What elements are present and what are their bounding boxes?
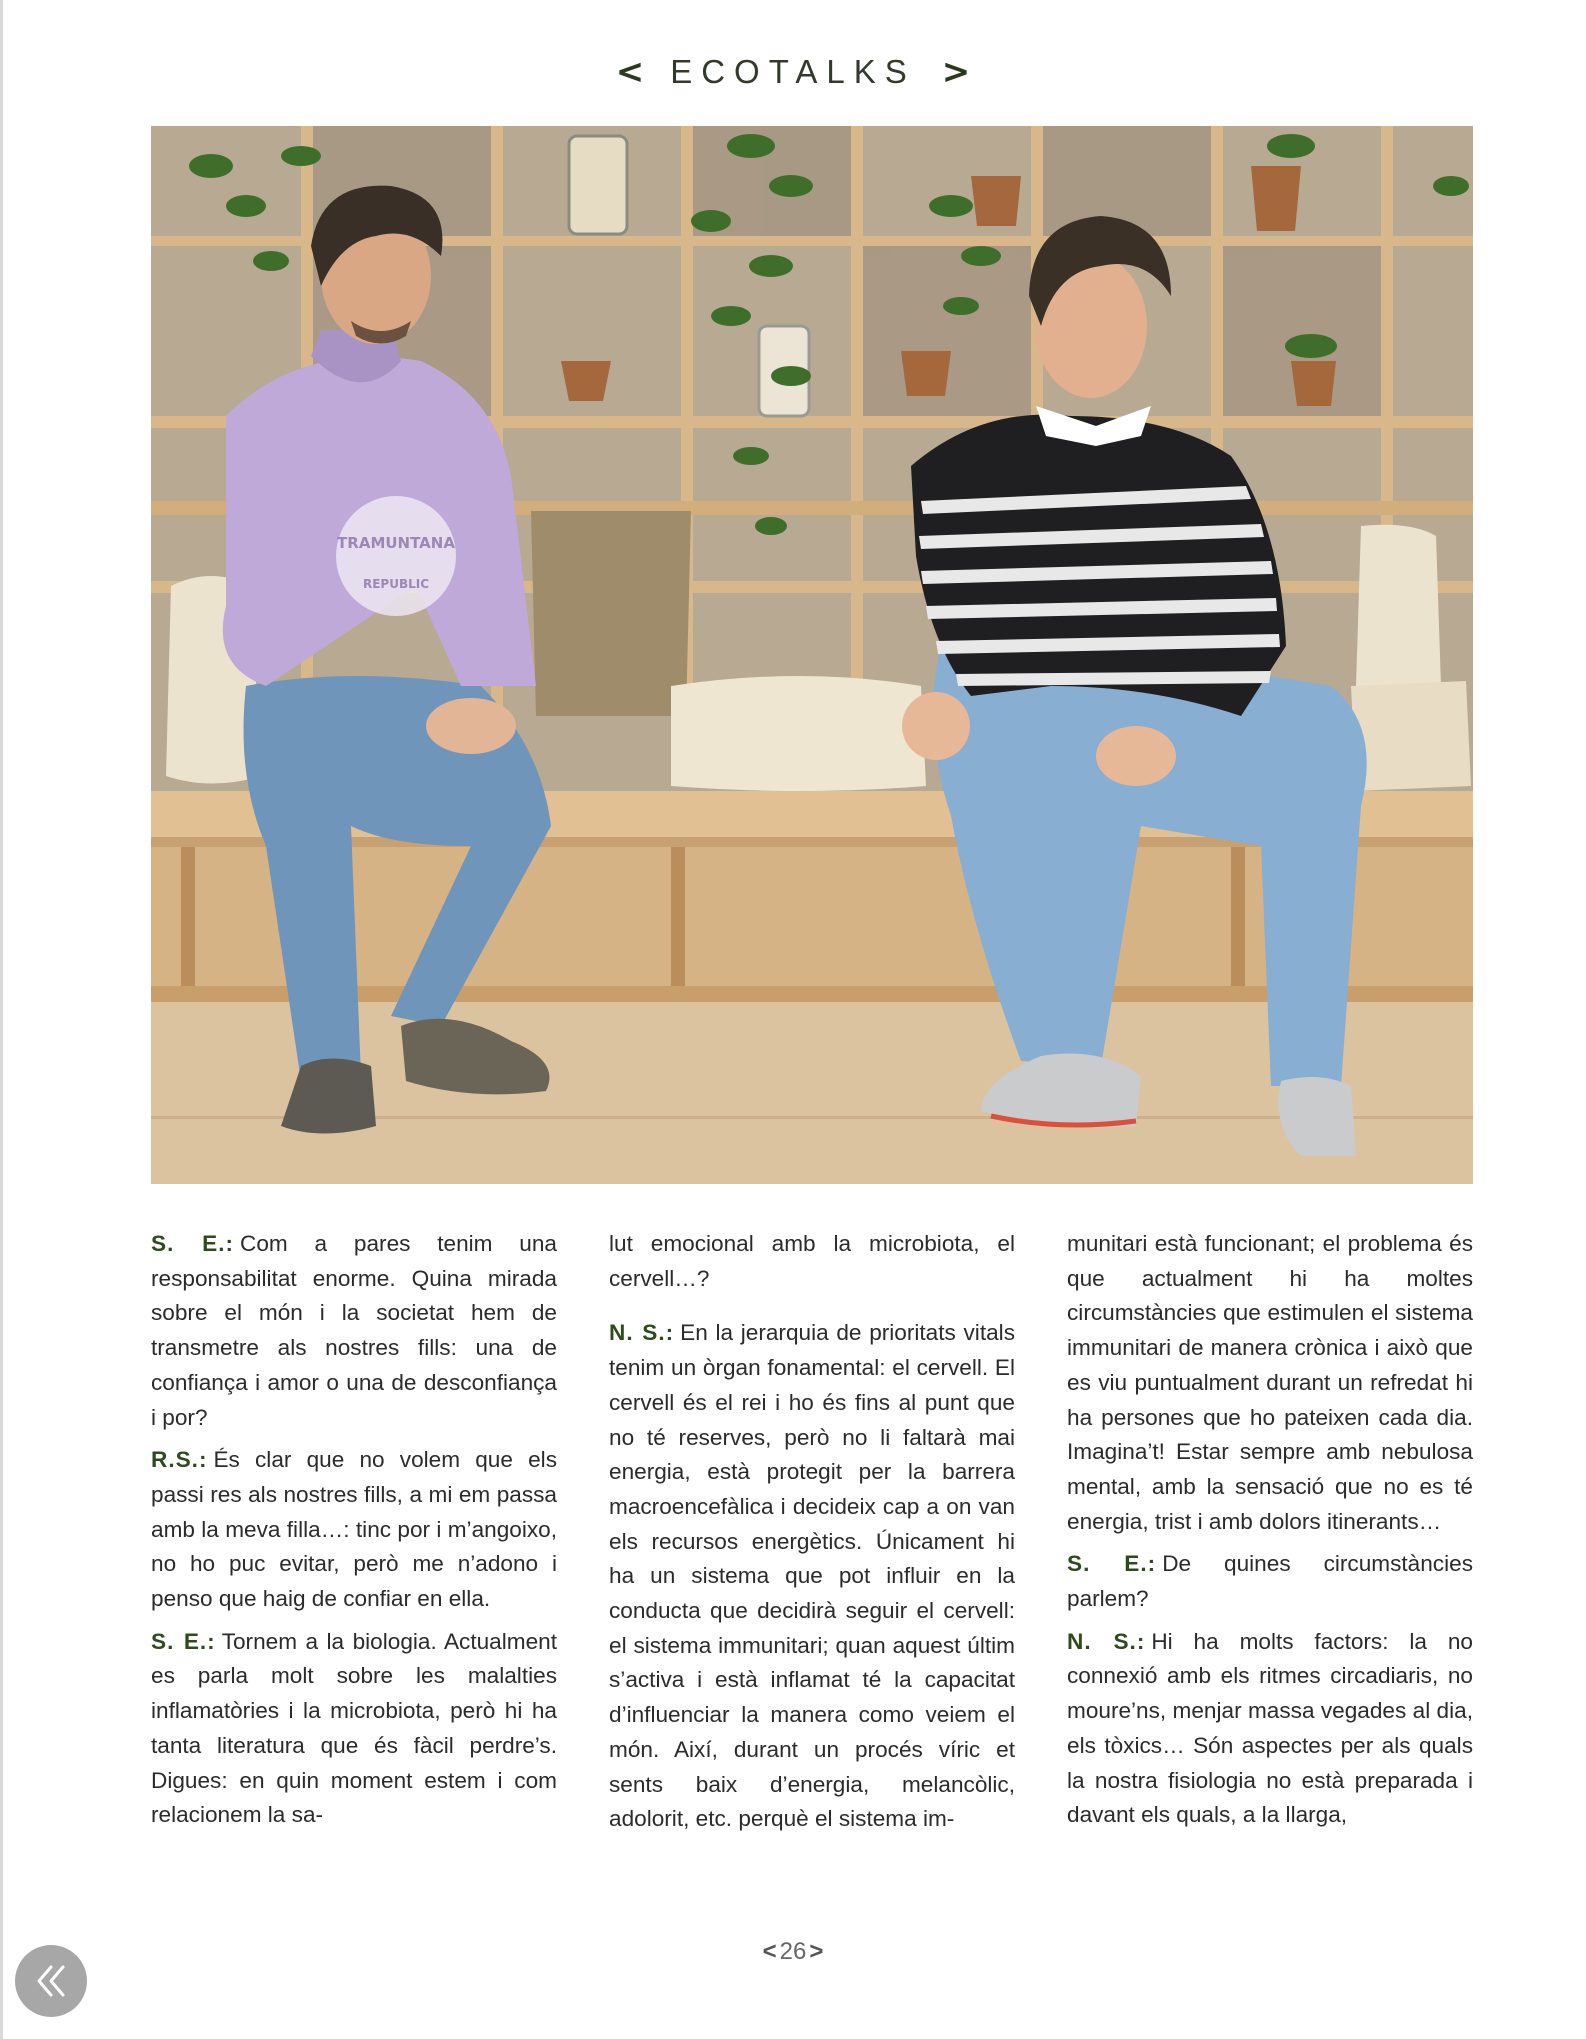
paragraph-text: En la jerarquia de prioritats vitals tenim un òrgan fonamental: el cervell. El cervell és el rei i ho és fins al punt que no té reserves, però no li faltarà mai energia, està protegit per la barrera macroencefàlica i decideix cap a on van els recursos energètics. Únicament hi ha un sistema que pot influir en la conducta que decidirà seguir el cervell: el sistema immunitari; quan aquest últim s’activa i està inflamat té la capacitat d’influenciar la manera como veiem el món. Així, durant un procés víric et sents baix d’energia, melancòlic, adolorit, etc. perquè el sistema im- [609, 1320, 1015, 1832]
hoodie-print-bottom: REPUBLIC [362, 577, 430, 591]
paragraph [609, 1227, 1015, 1296]
article-column-3 [1067, 1227, 1473, 1841]
paragraph [1067, 1227, 1473, 1539]
paragraph [1067, 1547, 1473, 1616]
page-right-chevron: > [809, 1938, 824, 1965]
double-chevron-left-icon [31, 1961, 71, 2001]
speaker-label: N. S.: [1067, 1628, 1146, 1654]
paragraph-text: Tornem a la biologia. Actualment es parla molt sobre les malalties inflamatòries i la microbiota, però hi ha tanta literatura que és fàcil perdre’s. Digues: en quin moment estem i com relacionem la sa- [151, 1628, 557, 1828]
header-right-chevron: > [941, 52, 971, 92]
article-column-1 [151, 1227, 557, 1841]
paragraph-text: munitari està funcionant; el problema és que actualment hi ha moltes circumstàncies que estimulen el sistema immunitari de manera crònica i això que es viu puntualment durant un refredat hi ha persones que ho pateixen cada dia. Imagina’t! Estar sempre amb nebulosa mental, amb la sensació que no es té energia, trist i amb dolors itinerants… [1067, 1231, 1473, 1534]
paragraph [151, 1625, 557, 1833]
hoodie-print-top: TRAMUNTANA [337, 534, 455, 552]
paragraph-text: Com a pares tenim una responsabilitat enorme. Quina mirada sobre el món i la societat hem de transmetre als nostres fills: una de confiança i amor o una de desconfiança i por? [151, 1231, 557, 1430]
paragraph-text: lut emocional amb la microbiota, el cervell…? [609, 1231, 1015, 1291]
header-left-chevron: < [615, 52, 645, 92]
interview-photo [151, 126, 1473, 1184]
page-number-value: 26 [779, 1938, 807, 1965]
page-edge [0, 0, 3, 2039]
section-header [0, 50, 1586, 94]
paragraph [151, 1443, 557, 1617]
speaker-label: R.S.: [151, 1447, 208, 1473]
page-number [0, 1938, 1586, 1966]
paragraph-text: De quines circumstàncies parlem? [1067, 1551, 1473, 1612]
speaker-label: S. E.: [151, 1231, 235, 1256]
section-title: ECOTALKS [670, 53, 916, 90]
paragraph [1067, 1625, 1473, 1833]
paragraph-text: Hi ha molts factors: la no connexió amb els ritmes circadiaris, no moure’ns, menjar massa vegades al dia, els tòxics… Són aspectes per als quals la nostra fisiologia no està preparada i davant els quals, a la llarga, [1067, 1628, 1473, 1828]
paragraph [151, 1227, 557, 1435]
speaker-label: N. S.: [609, 1320, 675, 1346]
speaker-label: S. E.: [1067, 1551, 1157, 1577]
article-column-2 [609, 1227, 1015, 1845]
page-left-chevron: < [762, 1938, 777, 1965]
paragraph-text: És clar que no volem que els passi res als nostres fills, a mi em passa amb la meva filla…: tinc por i m’angoixo, no ho puc evitar, però me n’adono i penso que haig de confiar en ella. [151, 1447, 557, 1612]
back-button[interactable] [15, 1945, 87, 2017]
speaker-label: S. E.: [151, 1628, 216, 1654]
paragraph [609, 1316, 1015, 1837]
